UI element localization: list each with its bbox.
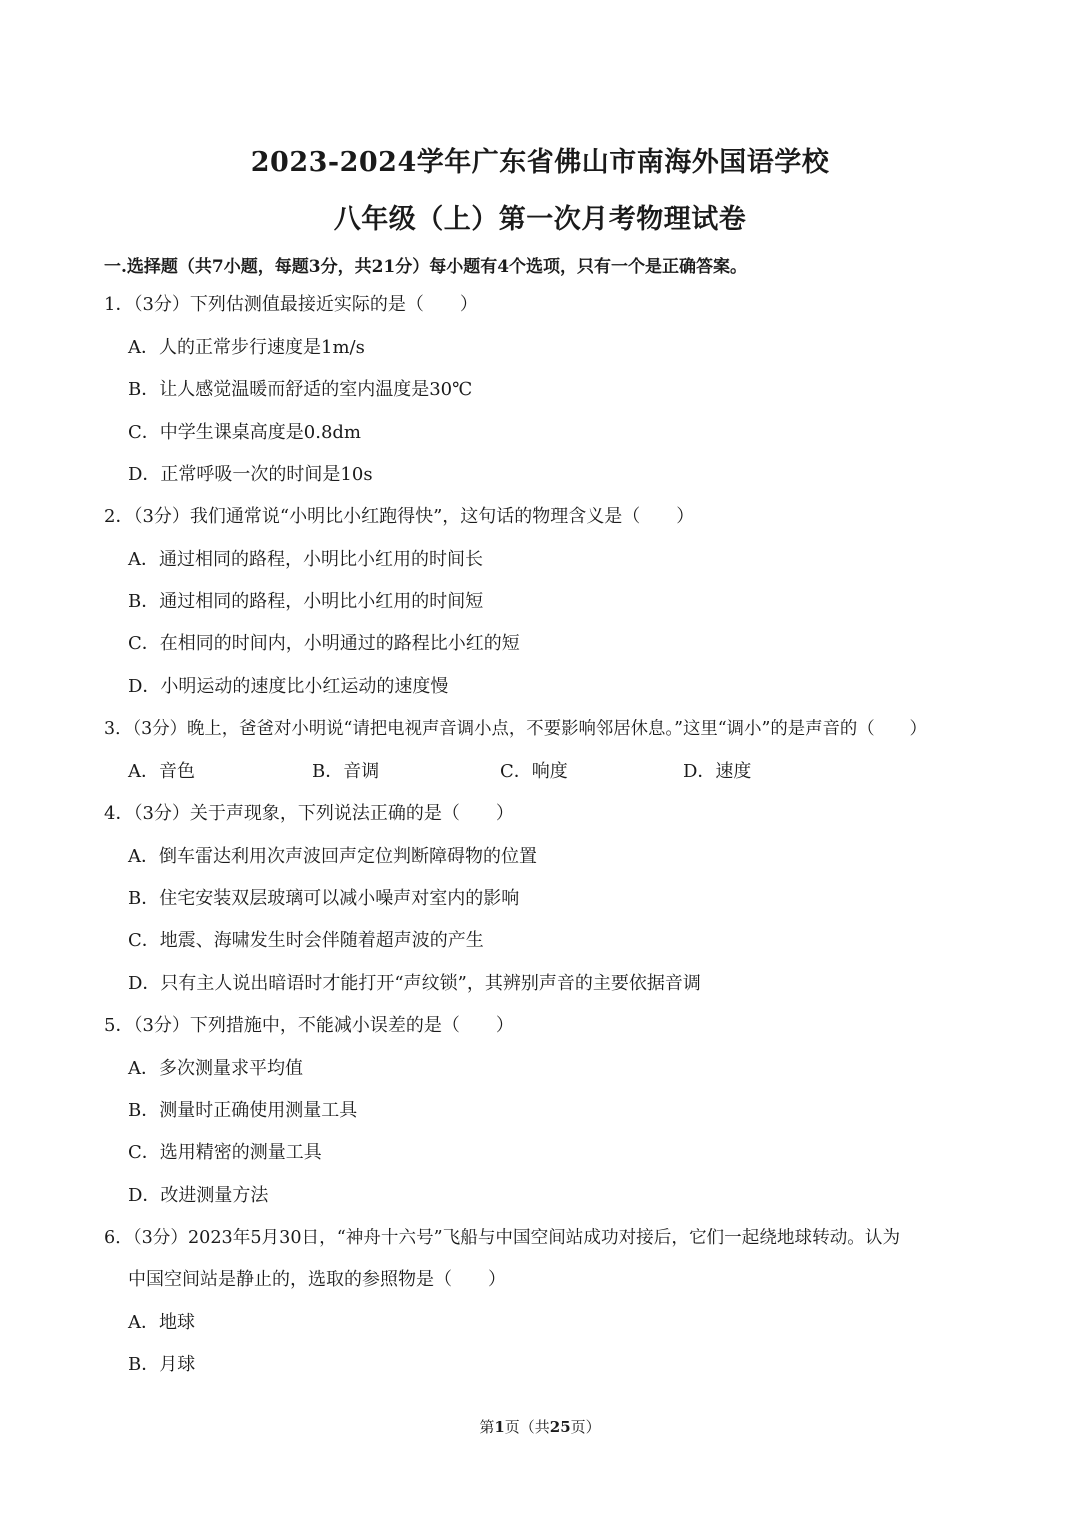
question-6-stem: 6．（3分）2023年5月30日，“神舟十六号”飞船与中国空间站成功对接后，它们一起绕地球转动。认为 [104,1228,901,1248]
question-2-stem: 2．（3分）我们通常说“小明比小红跑得快”，这句话的物理含义是（ ） [104,506,695,527]
question-4-stem: 4．（3分）关于声现象，下列说法正确的是（ ） [104,803,514,824]
question-5-option-b: B．测量时正确使用测量工具 [128,1100,358,1121]
question-6-option-b: B．月球 [128,1354,196,1375]
question-6-option-a: A．地球 [128,1312,195,1333]
question-4-option-d: D．只有主人说出暗语时才能打开“声纹锁”，其辨别声音的主要依据音调 [128,973,701,994]
question-5-option-a: A．多次测量求平均值 [128,1058,303,1079]
question-6-stem-continued: 中国空间站是静止的，选取的参照物是（ ） [128,1269,506,1290]
question-5-option-d: D．改进测量方法 [128,1185,269,1206]
question-1-option-b: B．让人感觉温暖而舒适的室内温度是30℃ [128,379,473,400]
question-1-stem: 1．（3分）下列估测值最接近实际的是（ ） [104,294,478,315]
question-2-option-a: A．通过相同的路程，小明比小红用的时间长 [128,549,483,570]
question-2-option-b: B．通过相同的路程，小明比小红用的时间短 [128,591,484,612]
section-heading: 一.选择题（共7小题，每题3分，共21分）每小题有4个选项，只有一个是正确答案。 [104,257,748,277]
question-4-option-b: B．住宅安装双层玻璃可以减小噪声对室内的影响 [128,888,520,909]
title-line-1: 2023-2024学年广东省佛山市南海外国语学校 [250,147,830,178]
footer-mid: 页（共 [504,1418,550,1436]
question-5-option-c: C．选用精密的测量工具 [128,1142,322,1163]
title-line-2: 八年级（上）第一次月考物理试卷 [333,204,747,235]
question-2-option-c: C．在相同的时间内，小明通过的路程比小红的短 [128,633,520,654]
question-3-option-c: C．响度 [500,761,568,782]
question-1-option-a: A．人的正常步行速度是1m/s [128,337,365,358]
question-5-stem: 5．（3分）下列措施中，不能减小误差的是（ ） [104,1015,514,1036]
footer-page-number: 1 [494,1418,505,1436]
question-4-option-a: A．倒车雷达利用次声波回声定位判断障碍物的位置 [128,846,537,867]
question-1-option-c: C．中学生课桌高度是0.8dm [128,422,361,443]
question-3-option-d: D．速度 [683,761,752,782]
question-3-option-a: A．音色 [128,761,195,782]
question-4-option-c: C．地震、海啸发生时会伴随着超声波的产生 [128,930,484,951]
page-footer [0,1416,1080,1437]
question-2-option-d: D．小明运动的速度比小红运动的速度慢 [128,676,449,697]
footer-prefix: 第 [479,1418,495,1436]
footer-suffix: 页） [570,1418,601,1436]
footer-total-pages: 25 [549,1418,571,1436]
question-3-option-b: B．音调 [312,761,380,782]
question-3-stem: 3．（3分）晚上，爸爸对小明说“请把电视声音调小点，不要影响邻居休息。”这里“调小”的是声音的（ ） [104,719,927,739]
question-1-option-d: D．正常呼吸一次的时间是10s [128,464,373,485]
